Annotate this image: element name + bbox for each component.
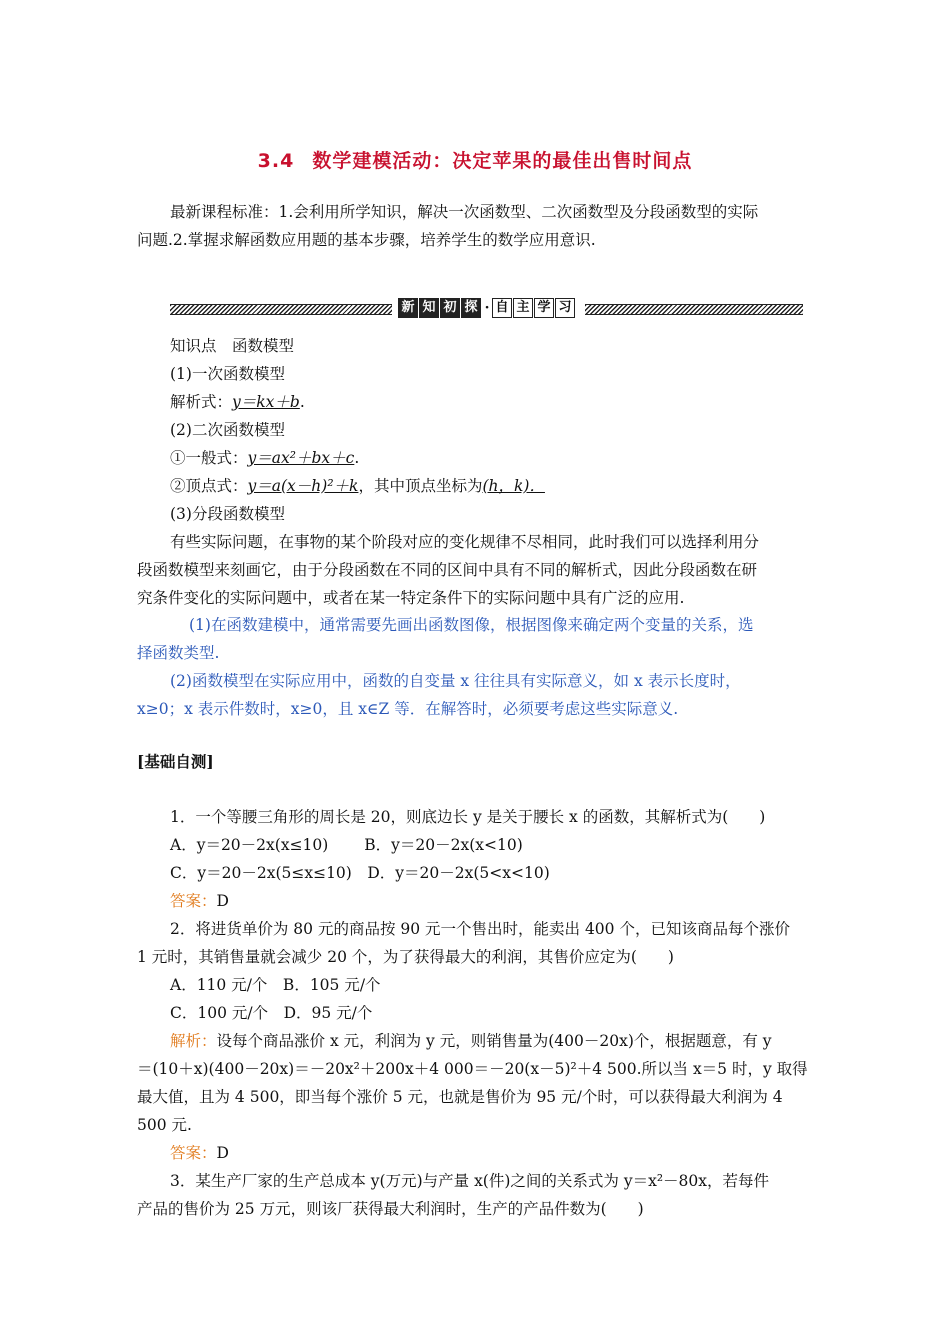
banner-char: 探 [461,298,481,318]
note-1-line-1: (1)在函数建模中，通常需要先画出函数图像，根据图像来确定两个变量的关系，选 [189,616,754,634]
general-form-line: ①一般式：y＝ax²＋bx＋c. [170,449,360,467]
linear-formula-line: 解析式：y＝kx＋b. [170,393,305,411]
q1-answer [170,887,229,915]
banner-separator: · [484,300,490,316]
answer-value: D [216,1144,229,1162]
section-title: 数学建模活动：决定苹果的最佳出售时间点 [312,150,693,172]
self-test-heading: [基础自测] [137,752,214,771]
section-banner [170,298,803,320]
banner-char: 习 [555,298,575,318]
linear-formula: y＝kx＋b [232,393,300,411]
general-form-formula: y＝ax²＋bx＋c [247,449,355,467]
q2-analysis-line-3: 最大值，且为 4 500，即当每个涨价 5 元，也就是售价为 95 元/个时，可以获得最大利润为 4 [137,1088,783,1106]
banner-char: 主 [513,298,533,318]
q2-analysis-line-1 [170,1027,772,1055]
linear-model-heading: (1)一次函数模型 [170,365,285,383]
analysis-text: 设每个商品涨价 x 元，利润为 y 元，则销售量为(400－20x)个，根据题意，有 y [216,1032,772,1050]
q3-stem-line-1: 3．某生产厂家的生产总成本 y(万元)与产量 x(件)之间的关系式为 y＝x²－80x，若每件 [170,1172,770,1190]
q1-options-ab: A．y＝20－2x(x≤10) B．y＝20－2x(x<10) [170,836,523,854]
q2-answer [170,1139,229,1167]
analysis-label: 解析： [170,1032,217,1050]
q2-options-cd: C．100 元/个 D．95 元/个 [170,1004,373,1022]
piecewise-para-line-3: 究条件变化的实际问题中，或者在某一特定条件下的实际问题中具有广泛的应用. [137,589,685,607]
q2-stem-line-2: 1 元时，其销售量就会减少 20 个，为了获得最大的利润，其售价应定为( ) [137,948,674,966]
q3-stem-line-2: 产品的售价为 25 万元，则该厂获得最大利润时，生产的产品件数为( ) [137,1200,644,1218]
banner-badges [398,298,576,318]
piecewise-para-line-2: 段函数模型来刻画它，由于分段函数在不同的区间中具有不同的解析式，因此分段函数在研 [137,561,758,579]
q2-analysis-line-2: ＝(10＋x)(400－20x)＝－20x²＋200x＋4 000＝－20(x－5)²＋4 500.所以当 x＝5 时，y 取得 [137,1060,808,1078]
answer-label: 答案： [170,1144,217,1162]
formula-label: ①一般式： [170,449,248,467]
page-title [0,146,950,173]
q2-analysis-line-4: 500 元. [137,1116,192,1134]
note-2-line-1: (2)函数模型在实际应用中，函数的自变量 x 往往具有实际意义，如 x 表示长度时， [170,672,741,690]
vertex-coordinates: (h，k)． [482,477,545,495]
banner-hatch-left [170,304,392,315]
q1-options-cd: C．y＝20－2x(5≤x≤10) D．y＝20－2x(5<x<10) [170,864,550,882]
piecewise-para-line-1: 有些实际问题，在事物的某个阶段对应的变化规律不尽相同，此时我们可以选择利用分 [170,533,760,551]
banner-char: 学 [534,298,554,318]
answer-value: D [216,892,229,910]
vertex-form-line [170,472,545,500]
q2-options-ab: A．110 元/个 B．105 元/个 [170,976,381,994]
vertex-form-formula: y＝a(x－h)²＋k [247,477,359,495]
note-2-line-2: x≥0；x 表示件数时，x≥0，且 x∈Z 等．在解答时，必须要考虑这些实际意义. [137,700,679,718]
vertex-form-text: ，其中顶点坐标为 [358,477,483,495]
course-standard-line-2: 问题.2.掌握求解函数应用题的基本步骤，培养学生的数学应用意识. [137,231,596,249]
section-number: 3.4 [257,150,295,172]
banner-hatch-right [585,304,803,315]
answer-label: 答案： [170,892,217,910]
formula-label: 解析式： [170,393,233,411]
quadratic-model-heading: (2)二次函数模型 [170,421,285,439]
q1-stem: 1．一个等腰三角形的周长是 20，则底边长 y 是关于腰长 x 的函数，其解析式为( ) [170,808,766,826]
banner-char: 新 [398,298,418,318]
knowledge-heading: 知识点 函数模型 [170,337,295,355]
piecewise-model-heading: (3)分段函数模型 [170,505,285,523]
banner-char: 自 [492,298,512,318]
q2-stem-line-1: 2．将进货单价为 80 元的商品按 90 元一个售出时，能卖出 400 个，已知该商品每个涨价 [170,920,790,938]
banner-char: 知 [419,298,439,318]
formula-label: ②顶点式： [170,477,248,495]
course-standard-line-1: 最新课程标准：1.会利用所学知识，解决一次函数型、二次函数型及分段函数型的实际 [170,203,759,221]
note-1-line-2: 择函数类型. [137,644,220,662]
banner-char: 初 [440,298,460,318]
